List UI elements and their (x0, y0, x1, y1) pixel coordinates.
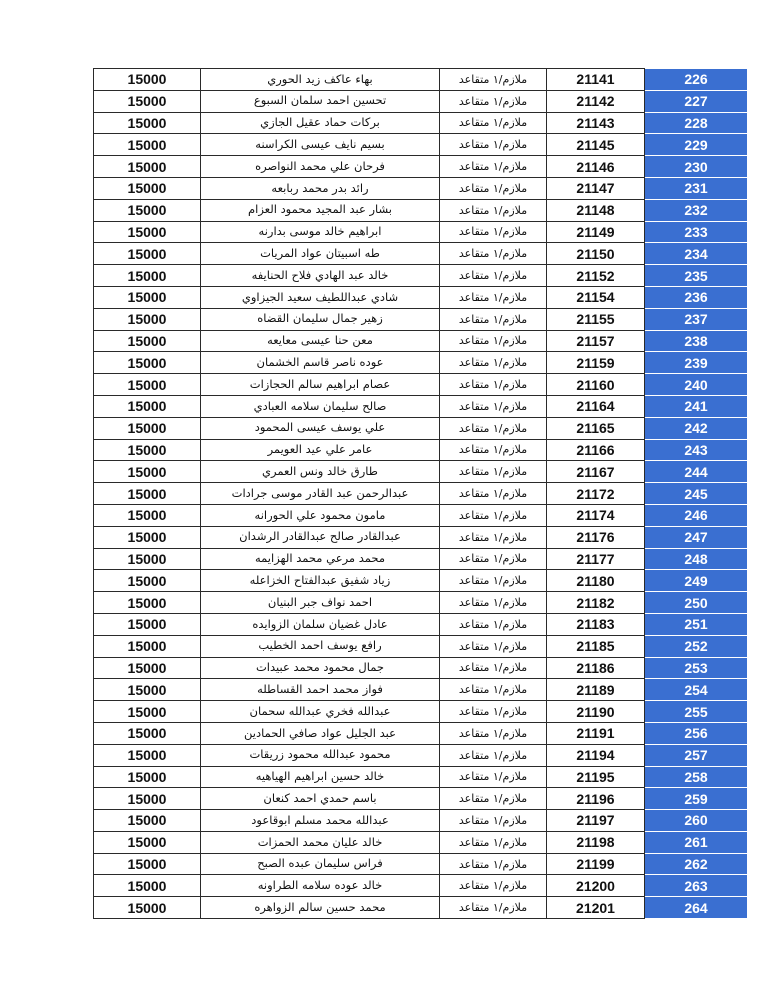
sequence-number-cell: 237 (645, 308, 748, 330)
military-number-cell: 21201 (547, 897, 645, 919)
military-number-cell: 21185 (547, 635, 645, 657)
name-cell: عادل غضيان سلمان الزوايده (201, 613, 440, 635)
military-number-cell: 21198 (547, 831, 645, 853)
table-row (94, 221, 748, 243)
rank-cell: ملازم/١ متقاعد (440, 439, 547, 461)
table-row (94, 395, 748, 417)
amount-cell: 15000 (94, 177, 201, 199)
table-row (94, 90, 748, 112)
military-number-cell: 21159 (547, 352, 645, 374)
rank-cell: ملازم/١ متقاعد (440, 635, 547, 657)
sequence-number-cell: 230 (645, 156, 748, 178)
rank-cell: ملازم/١ متقاعد (440, 548, 547, 570)
sequence-number-cell: 260 (645, 810, 748, 832)
military-number-cell: 21180 (547, 570, 645, 592)
sequence-number-cell: 238 (645, 330, 748, 352)
table-row (94, 243, 748, 265)
rank-cell: ملازم/١ متقاعد (440, 875, 547, 897)
amount-cell: 15000 (94, 308, 201, 330)
table-row (94, 374, 748, 396)
name-cell: عوده ناصر قاسم الخشمان (201, 352, 440, 374)
rank-cell: ملازم/١ متقاعد (440, 504, 547, 526)
table-row (94, 330, 748, 352)
table-row (94, 134, 748, 156)
table-row (94, 679, 748, 701)
sequence-number-cell: 254 (645, 679, 748, 701)
amount-cell: 15000 (94, 657, 201, 679)
table-row (94, 199, 748, 221)
amount-cell: 15000 (94, 701, 201, 723)
amount-cell: 15000 (94, 635, 201, 657)
rank-cell: ملازم/١ متقاعد (440, 483, 547, 505)
name-cell: مامون محمود علي الحورانه (201, 504, 440, 526)
military-number-cell: 21174 (547, 504, 645, 526)
amount-cell: 15000 (94, 504, 201, 526)
roster-table-body (94, 69, 748, 919)
sequence-number-cell: 239 (645, 352, 748, 374)
military-number-cell: 21190 (547, 701, 645, 723)
rank-cell: ملازم/١ متقاعد (440, 352, 547, 374)
amount-cell: 15000 (94, 395, 201, 417)
table-row (94, 177, 748, 199)
military-number-cell: 21172 (547, 483, 645, 505)
military-number-cell: 21154 (547, 286, 645, 308)
sequence-number-cell: 244 (645, 461, 748, 483)
amount-cell: 15000 (94, 853, 201, 875)
name-cell: تحسين احمد سلمان السبوع (201, 90, 440, 112)
rank-cell: ملازم/١ متقاعد (440, 853, 547, 875)
name-cell: عصام ابراهيم سالم الحجازات (201, 374, 440, 396)
amount-cell: 15000 (94, 570, 201, 592)
military-number-cell: 21176 (547, 526, 645, 548)
military-number-cell: 21147 (547, 177, 645, 199)
name-cell: فواز محمد احمد القساطله (201, 679, 440, 701)
rank-cell: ملازم/١ متقاعد (440, 90, 547, 112)
name-cell: طارق خالد ونس العمري (201, 461, 440, 483)
rank-cell: ملازم/١ متقاعد (440, 199, 547, 221)
rank-cell: ملازم/١ متقاعد (440, 286, 547, 308)
sequence-number-cell: 249 (645, 570, 748, 592)
rank-cell: ملازم/١ متقاعد (440, 374, 547, 396)
rank-cell: ملازم/١ متقاعد (440, 722, 547, 744)
sequence-number-cell: 255 (645, 701, 748, 723)
amount-cell: 15000 (94, 439, 201, 461)
name-cell: صالح سليمان سلامه العبادي (201, 395, 440, 417)
military-number-cell: 21182 (547, 592, 645, 614)
name-cell: بسيم نايف عيسى الكراسنه (201, 134, 440, 156)
table-row (94, 286, 748, 308)
name-cell: بهاء عاكف زيد الحوري (201, 69, 440, 91)
military-number-cell: 21152 (547, 265, 645, 287)
military-number-cell: 21166 (547, 439, 645, 461)
sequence-number-cell: 256 (645, 722, 748, 744)
name-cell: رافع يوسف احمد الخطيب (201, 635, 440, 657)
amount-cell: 15000 (94, 483, 201, 505)
amount-cell: 15000 (94, 330, 201, 352)
name-cell: جمال محمود محمد عبيدات (201, 657, 440, 679)
amount-cell: 15000 (94, 766, 201, 788)
name-cell: زياد شفيق عبدالفتاح الخزاعله (201, 570, 440, 592)
amount-cell: 15000 (94, 744, 201, 766)
rank-cell: ملازم/١ متقاعد (440, 221, 547, 243)
name-cell: خالد حسين ابراهيم الهياهيه (201, 766, 440, 788)
amount-cell: 15000 (94, 286, 201, 308)
military-number-cell: 21191 (547, 722, 645, 744)
table-row (94, 831, 748, 853)
name-cell: خالد عليان محمد الحمزات (201, 831, 440, 853)
name-cell: بركات حماد عقيل الجازي (201, 112, 440, 134)
name-cell: فرحان علي محمد النواصره (201, 156, 440, 178)
military-number-cell: 21141 (547, 69, 645, 91)
sequence-number-cell: 247 (645, 526, 748, 548)
military-number-cell: 21165 (547, 417, 645, 439)
name-cell: عبدالرحمن عبد القادر موسى جرادات (201, 483, 440, 505)
rank-cell: ملازم/١ متقاعد (440, 613, 547, 635)
amount-cell: 15000 (94, 810, 201, 832)
amount-cell: 15000 (94, 199, 201, 221)
name-cell: باسم حمدي احمد كنعان (201, 788, 440, 810)
rank-cell: ملازم/١ متقاعد (440, 657, 547, 679)
amount-cell: 15000 (94, 831, 201, 853)
military-number-cell: 21189 (547, 679, 645, 701)
sequence-number-cell: 234 (645, 243, 748, 265)
rank-cell: ملازم/١ متقاعد (440, 744, 547, 766)
sequence-number-cell: 231 (645, 177, 748, 199)
military-number-cell: 21197 (547, 810, 645, 832)
rank-cell: ملازم/١ متقاعد (440, 766, 547, 788)
military-number-cell: 21150 (547, 243, 645, 265)
amount-cell: 15000 (94, 112, 201, 134)
name-cell: رائد بدر محمد ربابعه (201, 177, 440, 199)
military-number-cell: 21200 (547, 875, 645, 897)
table-row (94, 635, 748, 657)
sequence-number-cell: 262 (645, 853, 748, 875)
rank-cell: ملازم/١ متقاعد (440, 526, 547, 548)
sequence-number-cell: 246 (645, 504, 748, 526)
table-row (94, 265, 748, 287)
sequence-number-cell: 243 (645, 439, 748, 461)
name-cell: عامر علي عيد العويمر (201, 439, 440, 461)
table-row (94, 548, 748, 570)
military-number-cell: 21199 (547, 853, 645, 875)
sequence-number-cell: 253 (645, 657, 748, 679)
name-cell: عبدالله فخري عبدالله سحمان (201, 701, 440, 723)
military-number-cell: 21155 (547, 308, 645, 330)
sequence-number-cell: 226 (645, 69, 748, 91)
table-row (94, 570, 748, 592)
rank-cell: ملازم/١ متقاعد (440, 308, 547, 330)
sequence-number-cell: 233 (645, 221, 748, 243)
amount-cell: 15000 (94, 221, 201, 243)
amount-cell: 15000 (94, 90, 201, 112)
sequence-number-cell: 264 (645, 897, 748, 919)
military-number-cell: 21145 (547, 134, 645, 156)
table-row (94, 112, 748, 134)
name-cell: خالد عبد الهادي فلاح الحنايفه (201, 265, 440, 287)
name-cell: محمد حسين سالم الزواهره (201, 897, 440, 919)
table-row (94, 526, 748, 548)
rank-cell: ملازم/١ متقاعد (440, 69, 547, 91)
name-cell: بشار عبد المجيد محمود العزام (201, 199, 440, 221)
rank-cell: ملازم/١ متقاعد (440, 701, 547, 723)
table-row (94, 483, 748, 505)
amount-cell: 15000 (94, 243, 201, 265)
rank-cell: ملازم/١ متقاعد (440, 810, 547, 832)
amount-cell: 15000 (94, 679, 201, 701)
rank-cell: ملازم/١ متقاعد (440, 112, 547, 134)
table-row (94, 156, 748, 178)
table-row (94, 744, 748, 766)
name-cell: محمود عبدالله محمود زريقات (201, 744, 440, 766)
table-row (94, 417, 748, 439)
rank-cell: ملازم/١ متقاعد (440, 592, 547, 614)
table-row (94, 439, 748, 461)
rank-cell: ملازم/١ متقاعد (440, 897, 547, 919)
military-number-cell: 21164 (547, 395, 645, 417)
table-row (94, 613, 748, 635)
rank-cell: ملازم/١ متقاعد (440, 570, 547, 592)
military-number-cell: 21157 (547, 330, 645, 352)
amount-cell: 15000 (94, 788, 201, 810)
rank-cell: ملازم/١ متقاعد (440, 679, 547, 701)
sequence-number-cell: 240 (645, 374, 748, 396)
military-number-cell: 21143 (547, 112, 645, 134)
rank-cell: ملازم/١ متقاعد (440, 265, 547, 287)
sequence-number-cell: 235 (645, 265, 748, 287)
name-cell: ابراهيم خالد موسى بدارنه (201, 221, 440, 243)
military-number-cell: 21142 (547, 90, 645, 112)
military-number-cell: 21146 (547, 156, 645, 178)
amount-cell: 15000 (94, 722, 201, 744)
military-number-cell: 21177 (547, 548, 645, 570)
sequence-number-cell: 250 (645, 592, 748, 614)
amount-cell: 15000 (94, 548, 201, 570)
amount-cell: 15000 (94, 875, 201, 897)
military-number-cell: 21186 (547, 657, 645, 679)
table-row (94, 504, 748, 526)
table-row (94, 308, 748, 330)
amount-cell: 15000 (94, 352, 201, 374)
table-row (94, 722, 748, 744)
rank-cell: ملازم/١ متقاعد (440, 156, 547, 178)
military-number-cell: 21148 (547, 199, 645, 221)
rank-cell: ملازم/١ متقاعد (440, 330, 547, 352)
military-number-cell: 21195 (547, 766, 645, 788)
roster-table (93, 68, 748, 919)
rank-cell: ملازم/١ متقاعد (440, 417, 547, 439)
table-row (94, 897, 748, 919)
table-row (94, 701, 748, 723)
sequence-number-cell: 261 (645, 831, 748, 853)
name-cell: معن حنا عيسى معايعه (201, 330, 440, 352)
sequence-number-cell: 242 (645, 417, 748, 439)
table-row (94, 853, 748, 875)
sequence-number-cell: 263 (645, 875, 748, 897)
sequence-number-cell: 257 (645, 744, 748, 766)
sequence-number-cell: 251 (645, 613, 748, 635)
sequence-number-cell: 258 (645, 766, 748, 788)
military-number-cell: 21196 (547, 788, 645, 810)
name-cell: طه اسبيتان عواد المريات (201, 243, 440, 265)
sequence-number-cell: 229 (645, 134, 748, 156)
name-cell: شادي عبداللطيف سعيد الجيزاوي (201, 286, 440, 308)
amount-cell: 15000 (94, 592, 201, 614)
sequence-number-cell: 259 (645, 788, 748, 810)
military-number-cell: 21149 (547, 221, 645, 243)
name-cell: علي يوسف عيسى المحمود (201, 417, 440, 439)
amount-cell: 15000 (94, 613, 201, 635)
name-cell: عبد الجليل عواد صافي الحمادين (201, 722, 440, 744)
rank-cell: ملازم/١ متقاعد (440, 134, 547, 156)
military-number-cell: 21183 (547, 613, 645, 635)
rank-cell: ملازم/١ متقاعد (440, 461, 547, 483)
amount-cell: 15000 (94, 134, 201, 156)
amount-cell: 15000 (94, 265, 201, 287)
rank-cell: ملازم/١ متقاعد (440, 395, 547, 417)
sequence-number-cell: 236 (645, 286, 748, 308)
sequence-number-cell: 252 (645, 635, 748, 657)
military-number-cell: 21194 (547, 744, 645, 766)
sequence-number-cell: 241 (645, 395, 748, 417)
rank-cell: ملازم/١ متقاعد (440, 243, 547, 265)
amount-cell: 15000 (94, 374, 201, 396)
table-row (94, 69, 748, 91)
table-row (94, 788, 748, 810)
table-row (94, 657, 748, 679)
table-row (94, 810, 748, 832)
amount-cell: 15000 (94, 461, 201, 483)
name-cell: محمد مرعي محمد الهزايمه (201, 548, 440, 570)
name-cell: عبدالله محمد مسلم ابوقاعود (201, 810, 440, 832)
military-number-cell: 21160 (547, 374, 645, 396)
table-row (94, 592, 748, 614)
rank-cell: ملازم/١ متقاعد (440, 177, 547, 199)
name-cell: خالد عوده سلامه الطراونه (201, 875, 440, 897)
sequence-number-cell: 248 (645, 548, 748, 570)
amount-cell: 15000 (94, 69, 201, 91)
name-cell: زهير جمال سليمان القضاه (201, 308, 440, 330)
rank-cell: ملازم/١ متقاعد (440, 831, 547, 853)
amount-cell: 15000 (94, 156, 201, 178)
sequence-number-cell: 245 (645, 483, 748, 505)
amount-cell: 15000 (94, 897, 201, 919)
name-cell: فراس سليمان عبده الصبح (201, 853, 440, 875)
name-cell: عبدالقادر صالح عبدالقادر الرشدان (201, 526, 440, 548)
sequence-number-cell: 227 (645, 90, 748, 112)
table-row (94, 875, 748, 897)
table-row (94, 461, 748, 483)
amount-cell: 15000 (94, 417, 201, 439)
sequence-number-cell: 232 (645, 199, 748, 221)
rank-cell: ملازم/١ متقاعد (440, 788, 547, 810)
sequence-number-cell: 228 (645, 112, 748, 134)
table-row (94, 766, 748, 788)
military-number-cell: 21167 (547, 461, 645, 483)
amount-cell: 15000 (94, 526, 201, 548)
name-cell: احمد نواف جبر البنيان (201, 592, 440, 614)
table-row (94, 352, 748, 374)
